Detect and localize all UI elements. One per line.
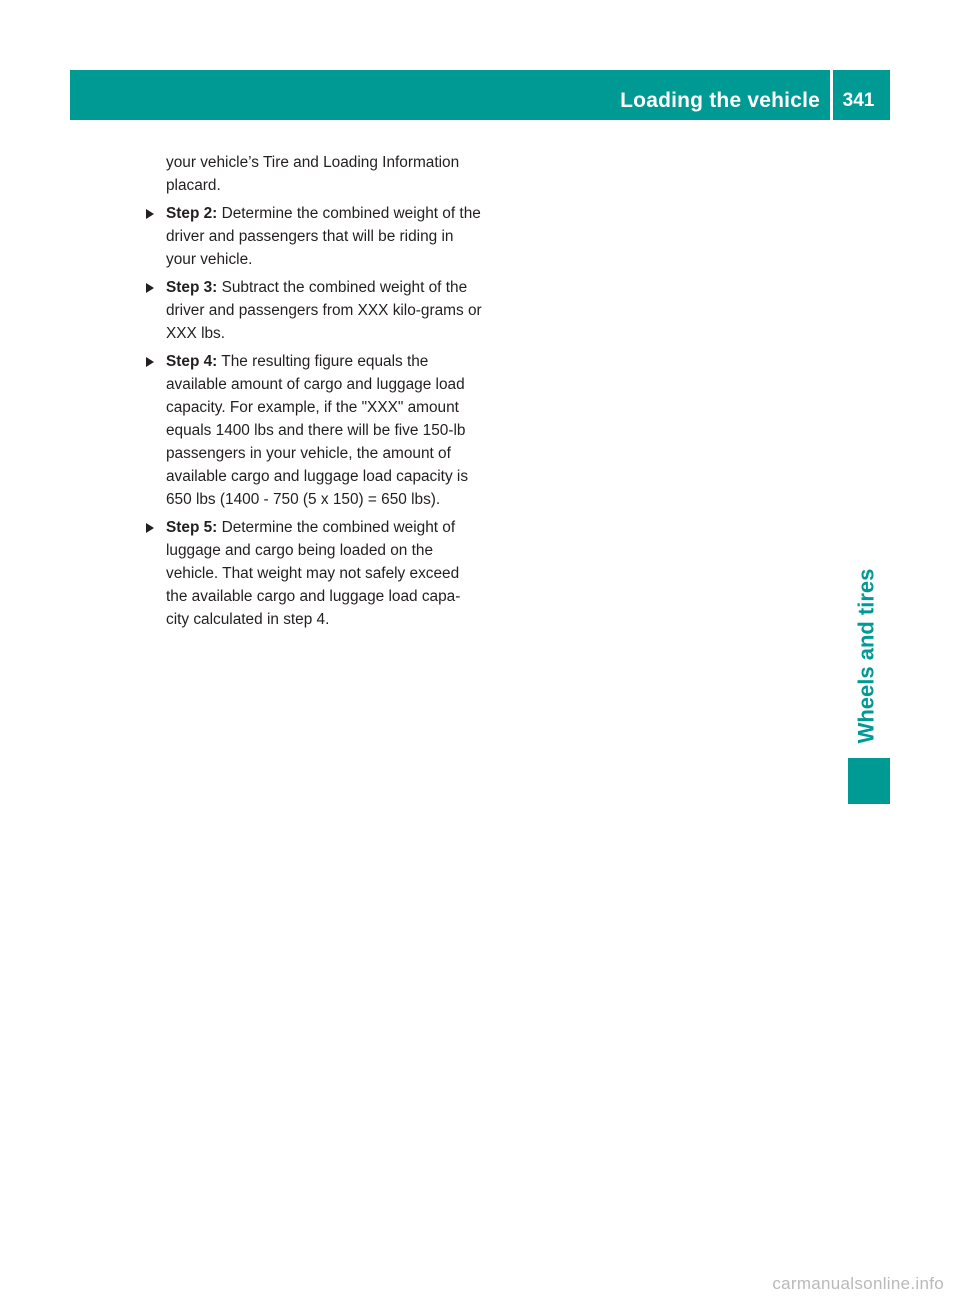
section-title: Loading the vehicle [620,89,820,112]
step-item [146,350,482,511]
header-divider [830,70,833,120]
page-number: 341 [842,90,875,111]
step-label: Step 4: [166,353,218,370]
header-bar [70,70,890,120]
bullet-arrow-icon [146,209,154,219]
step-label: Step 3: [166,279,218,296]
step-item [146,276,482,345]
chapter-tab-marker [848,758,890,804]
step-label: Step 5: [166,519,218,536]
bullet-arrow-icon [146,283,154,293]
chapter-label-text: Wheels and tires [853,568,878,744]
bullet-arrow-icon [146,357,154,367]
step-item [146,202,482,271]
step-text: The resulting figure equals the available amount of cargo and luggage load capacity. For example, if the "XXX" amount equals 1400 lbs and there will be five 150-lb passengers in your vehicle, the amount of available cargo and luggage load capacity is 650 lbs (1400 - 750 (5 x 150) = 650 lbs). [166,353,469,508]
watermark: carmanualsonline.info [772,1274,944,1293]
step-text: Determine the combined weight of luggage and cargo being loaded on the vehicle. That weight may not safely exceed the available cargo and luggage load capa-city calculated in step 4. [166,519,461,628]
step-label: Step 2: [166,205,218,222]
main-content [146,151,482,636]
intro-paragraph: your vehicle’s Tire and Loading Information placard. [166,154,460,194]
step-text: Subtract the combined weight of the driver and passengers from XXX kilo-grams or XXX lbs. [166,279,482,342]
bullet-arrow-icon [146,523,154,533]
chapter-side-label [842,556,890,756]
step-text: Determine the combined weight of the driver and passengers that will be riding in your vehicle. [166,205,481,268]
step-item [146,516,482,631]
